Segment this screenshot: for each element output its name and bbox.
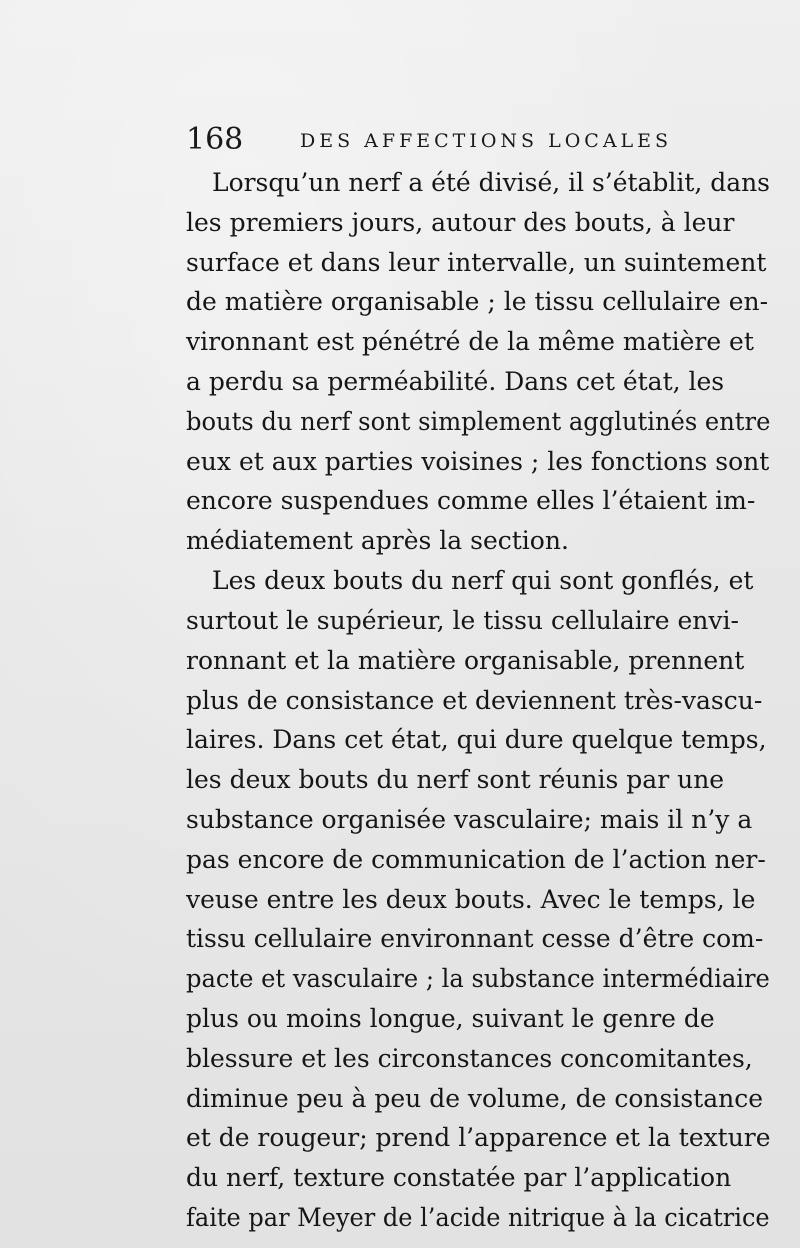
text-line: ronnant et la matière organisable, prennent: [186, 646, 745, 675]
text-line: Lorsqu’un nerf a été divisé, il s’établit, dans: [212, 168, 770, 197]
text-line: pas encore de communication de l’action ner-: [186, 845, 766, 874]
text-line: blessure et les circonstances concomitantes,: [186, 1044, 753, 1073]
text-line: les deux bouts du nerf sont réunis par une: [186, 765, 725, 794]
text-line: les premiers jours, autour des bouts, à leur: [186, 208, 735, 237]
page-number: 168: [186, 122, 244, 157]
text-line: substance organisée vasculaire; mais il n’y a: [186, 805, 753, 834]
text-line: surtout le supérieur, le tissu cellulaire envi-: [186, 606, 739, 635]
text-line: laires. Dans cet état, qui dure quelque temps,: [186, 725, 767, 754]
text-line: médiatement après la section.: [186, 526, 569, 555]
text-line: Les deux bouts du nerf qui sont gonflés, et: [212, 566, 754, 595]
text-line: diminue peu à peu de volume, de consistance: [186, 1084, 764, 1113]
text-line: pacte et vasculaire ; la substance intermédiaire: [186, 964, 770, 993]
text-line: surface et dans leur intervalle, un suintement: [186, 248, 767, 277]
page-header: [186, 120, 746, 160]
text-line: veuse entre les deux bouts. Avec le temps, le: [186, 885, 756, 914]
text-line: plus de consistance et deviennent très-vascu-: [186, 686, 763, 715]
text-line: encore suspendues comme elles l’étaient im-: [186, 486, 756, 515]
text-line: plus ou moins longue, suivant le genre de: [186, 1004, 715, 1033]
text-line: de matière organisable ; le tissu cellulaire en-: [186, 287, 769, 316]
text-line: tissu cellulaire environnant cesse d’être com-: [186, 924, 764, 953]
text-line: vironnant est pénétré de la même matière et: [186, 327, 754, 356]
text-line: faite par Meyer de l’acide nitrique à la cicatrice: [186, 1203, 770, 1232]
text-line: et de rougeur; prend l’apparence et la texture: [186, 1123, 771, 1152]
text-line: a perdu sa perméabilité. Dans cet état, les: [186, 367, 725, 396]
text-line: du nerf, texture constatée par l’application: [186, 1163, 732, 1192]
text-line: eux et aux parties voisines ; les fonctions sont: [186, 447, 770, 476]
running-head: DES AFFECTIONS LOCALES: [300, 130, 673, 152]
text-line: bouts du nerf sont simplement agglutinés entre: [186, 407, 771, 436]
